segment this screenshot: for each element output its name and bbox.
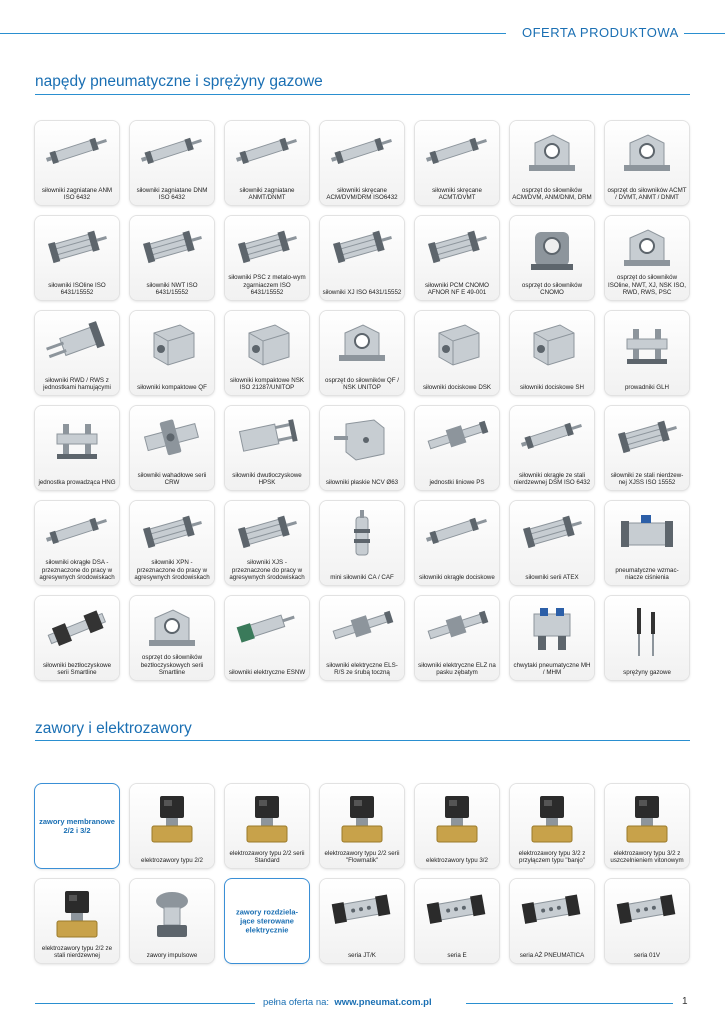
- gripper-icon: [524, 604, 580, 661]
- actuator-product-tile[interactable]: [510, 121, 594, 205]
- valve-product-tile[interactable]: [415, 879, 499, 963]
- directional-valve-icon: [614, 887, 680, 936]
- actuator-product-caption: siłowniki okrągłe dociskowe: [419, 573, 495, 581]
- valve-product-tile[interactable]: [130, 784, 214, 868]
- actuator-product-tile[interactable]: [605, 406, 689, 490]
- actuator-product-tile[interactable]: [130, 596, 214, 680]
- mount-bracket-icon: [620, 129, 674, 180]
- actuator-product-tile[interactable]: [605, 501, 689, 585]
- small-cylinder-icon: [139, 129, 205, 176]
- valve-product-tile[interactable]: [130, 879, 214, 963]
- profile-cylinder-icon: [139, 509, 205, 560]
- small-cylinder-icon: [44, 129, 110, 176]
- actuator-product-tile[interactable]: [320, 311, 404, 395]
- profile-cylinder-icon: [614, 414, 680, 465]
- small-cylinder-icon: [234, 129, 300, 176]
- mount-bracket-icon: [620, 224, 674, 275]
- profile-cylinder-icon: [44, 224, 110, 275]
- actuator-product-tile[interactable]: [225, 121, 309, 205]
- actuator-product-caption: siłowniki PSC z metalo-wym zgarniaczem ISO 6431/15552: [228, 274, 306, 296]
- actuator-product-tile[interactable]: [225, 216, 309, 300]
- valve-product-tile[interactable]: [320, 879, 404, 963]
- actuator-product-tile[interactable]: [415, 311, 499, 395]
- actuator-product-caption: siłowniki dwutłoczyskowe HPSK: [232, 471, 302, 486]
- actuator-product-caption: osprzęt do siłowników beztłoczyskowych serii Smartline: [140, 654, 204, 676]
- mount-bracket-icon: [145, 604, 199, 655]
- actuator-product-tile[interactable]: [605, 216, 689, 300]
- valve-product-tile[interactable]: [605, 784, 689, 868]
- actuator-product-caption: jednostka prowadząca HNG: [38, 478, 116, 486]
- actuator-product-caption: siłowniki dociskowe SH: [520, 383, 584, 391]
- actuator-product-caption: siłowniki beztłoczyskowe serii Smartline: [42, 661, 112, 676]
- actuator-product-tile[interactable]: [320, 406, 404, 490]
- directional-valve-icon: [519, 887, 585, 936]
- actuator-product-caption: siłowniki NWT ISO 6431/15552: [146, 281, 198, 296]
- valve-product-tile[interactable]: [510, 879, 594, 963]
- actuator-product-caption: siłowniki dociskowe DSK: [422, 383, 492, 391]
- actuator-product-caption: chwytaki pneumatyczne MH / MHM: [513, 661, 591, 676]
- actuator-product-caption: siłowniki zagniatane ANM ISO 6432: [41, 186, 113, 201]
- actuator-product-caption: osprzęt do siłowników CNOMO: [521, 281, 583, 296]
- valve-product-caption: seria 01V: [633, 951, 661, 959]
- directional-valve-icon: [329, 887, 395, 936]
- header-rule-left: [0, 33, 506, 34]
- actuator-product-tile[interactable]: [415, 501, 499, 585]
- linear-unit-icon: [424, 414, 490, 463]
- actuator-product-tile[interactable]: [225, 406, 309, 490]
- actuator-product-caption: osprzęt do siłowników ACM/DVM, ANM/DNM, DRM: [512, 186, 592, 201]
- gas-spring-icon: [627, 604, 667, 665]
- actuator-product-caption: siłowniki elektryczne ESNW: [228, 668, 306, 676]
- actuator-product-tile[interactable]: [510, 596, 594, 680]
- solenoid-valve-icon: [239, 792, 295, 853]
- actuator-product-tile[interactable]: [510, 406, 594, 490]
- actuator-product-tile[interactable]: [605, 596, 689, 680]
- header-title: OFERTA PRODUKTOWA: [522, 25, 679, 40]
- actuator-product-caption: siłowniki ISOline ISO 6431/15552: [48, 281, 106, 296]
- actuator-product-tile[interactable]: [130, 121, 214, 205]
- section-rule-valves: [35, 740, 690, 741]
- actuator-product-tile[interactable]: [510, 216, 594, 300]
- mount-bracket-icon: [525, 129, 579, 180]
- section-title-actuators: napędy pneumatyczne i sprężyny gazowe: [35, 73, 323, 90]
- profile-cylinder-icon: [139, 224, 205, 275]
- valve-product-caption: seria AŻ PNEUMATICA: [519, 951, 585, 959]
- section-rule-actuators: [35, 94, 690, 95]
- solenoid-valve-icon: [429, 792, 485, 853]
- footer-text: pełna oferta na:: [263, 997, 330, 1008]
- rotary-actuator-icon: [140, 414, 204, 469]
- actuator-product-caption: siłowniki elektryczne ELS-R/S ze śrubą toczną: [326, 661, 398, 676]
- actuator-product-tile[interactable]: [130, 216, 214, 300]
- valve-product-tile[interactable]: [320, 784, 404, 868]
- footer-url[interactable]: www.pneumat.com.pl: [334, 997, 432, 1008]
- linear-unit-icon: [329, 604, 395, 653]
- valve-product-tile[interactable]: [225, 784, 309, 868]
- actuator-product-tile[interactable]: [130, 501, 214, 585]
- actuator-product-tile[interactable]: [225, 596, 309, 680]
- actuator-product-caption: prowadniki GLH: [624, 383, 670, 391]
- directional-valve-icon: [424, 887, 490, 936]
- actuator-product-caption: mini siłowniki CA / CAF: [330, 573, 394, 581]
- actuator-product-caption: siłowniki zagniatane DNM ISO 6432: [136, 186, 208, 201]
- guide-unit-icon: [49, 414, 105, 471]
- actuator-product-caption: siłowniki XJ ISO 6431/15552: [322, 288, 402, 296]
- clevis-bracket-icon: [525, 224, 579, 279]
- footer-link[interactable]: [263, 997, 432, 1008]
- pulse-valve-icon: [147, 887, 197, 948]
- small-cylinder-icon: [424, 129, 490, 176]
- small-cylinder-icon: [329, 129, 395, 176]
- valve-product-caption: zawory impulsowe: [146, 951, 198, 959]
- actuator-product-caption: siłowniki PCM CNOMO AFNOR NF E 49-001: [425, 281, 489, 296]
- twin-rod-cylinder-icon: [235, 414, 299, 463]
- section-title-valves: zawory i elektrozawory: [35, 720, 192, 737]
- actuator-product-caption: siłowniki elektryczne ELZ na pasku zębatym: [418, 661, 496, 676]
- actuator-product-tile[interactable]: [35, 501, 119, 585]
- actuator-product-tile[interactable]: [35, 406, 119, 490]
- actuator-product-tile[interactable]: [320, 216, 404, 300]
- actuator-product-caption: siłowniki skręcane ACM/DVM/DRM ISO6432: [326, 186, 398, 201]
- valve-product-caption: elektrozawory typu 2/2: [141, 856, 203, 864]
- actuator-product-caption: siłowniki serii ATEX: [525, 573, 579, 581]
- small-cylinder-icon: [519, 414, 585, 461]
- actuator-product-tile[interactable]: [320, 501, 404, 585]
- valve-product-caption: seria JT/K: [348, 951, 376, 959]
- header-rule-right: [684, 33, 725, 34]
- actuator-product-caption: sprężyny gazowe: [623, 668, 671, 676]
- mount-bracket-icon: [335, 319, 389, 370]
- actuator-product-caption: siłowniki okrągłe DSA - przeznaczone do pracy w agresywnych środowiskach: [39, 559, 115, 581]
- valve-product-tile[interactable]: [415, 784, 499, 868]
- actuator-product-caption: jednostki liniowe PS: [429, 478, 485, 486]
- actuator-product-caption: siłowniki XJS - przeznaczone do pracy w agresywnych środowiskach: [229, 559, 305, 581]
- actuator-product-tile[interactable]: [415, 121, 499, 205]
- small-cylinder-icon: [44, 509, 110, 556]
- actuator-product-caption: siłowniki okrągłe ze stali nierdzewnej DSM ISO 6432: [513, 471, 591, 486]
- actuator-product-tile[interactable]: [605, 121, 689, 205]
- actuator-product-tile[interactable]: [415, 406, 499, 490]
- actuator-product-caption: siłowniki RWD / RWS z jednostkami hamującymi: [43, 376, 111, 391]
- actuator-product-tile[interactable]: [130, 406, 214, 490]
- solenoid-valve-icon: [49, 887, 105, 948]
- valve-product-tile[interactable]: [35, 879, 119, 963]
- compact-cylinder-icon: [524, 319, 580, 374]
- actuator-product-tile[interactable]: [415, 596, 499, 680]
- actuator-product-caption: siłowniki XPN - przeznaczone do pracy w agresywnych środowiskach: [134, 559, 210, 581]
- valve-product-category-label: zawory rozdziela-jące sterowane elektrycznie: [235, 907, 299, 935]
- mini-cylinder-icon: [342, 509, 382, 570]
- compact-cylinder-icon: [429, 319, 485, 374]
- small-cylinder-icon: [424, 509, 490, 556]
- footer-rule-right: [466, 1003, 673, 1004]
- solenoid-valve-icon: [144, 792, 200, 853]
- actuator-product-caption: osprzęt do siłowników QF / NSK UNITOP: [325, 376, 399, 391]
- actuator-product-caption: pneumatyczne wzmac-niacze ciśnienia: [615, 566, 679, 581]
- valve-product-tile[interactable]: [510, 784, 594, 868]
- profile-cylinder-icon: [424, 224, 490, 275]
- electric-cylinder-icon: [234, 604, 300, 655]
- actuator-product-tile[interactable]: [510, 501, 594, 585]
- actuator-product-tile[interactable]: [225, 501, 309, 585]
- guided-cylinder-icon: [45, 319, 109, 376]
- valve-product-category-label: zawory membranowe 2/2 i 3/2: [39, 817, 115, 835]
- valve-product-caption: elektrozawory typu 3/2 z przyłączem typu "banjo": [518, 849, 586, 864]
- actuator-product-tile[interactable]: [35, 596, 119, 680]
- flat-cylinder-icon: [332, 414, 392, 471]
- actuator-product-caption: siłowniki kompaktowe NSK ISO 21287/UNITOP: [230, 376, 304, 391]
- valve-product-caption: seria E: [447, 951, 467, 959]
- product-grid-actuators: [35, 121, 689, 680]
- valve-product-caption: elektrozawory typu 2/2 serii Standard: [229, 849, 305, 864]
- valve-product-tile[interactable]: [605, 879, 689, 963]
- page-number: 1: [682, 996, 688, 1007]
- valve-product-caption: elektrozawory typu 2/2 ze stali nierdzewnej: [41, 944, 113, 959]
- valve-product-caption: elektrozawory typu 3/2: [426, 856, 488, 864]
- actuator-product-caption: siłowniki ze stali nierdzew-nej XJSS ISO 15552: [610, 471, 684, 486]
- profile-cylinder-icon: [234, 224, 300, 275]
- actuator-product-caption: osprzęt do siłowników ACMT / DVMT, ANMT / DNMT: [607, 186, 687, 201]
- actuator-product-caption: siłowniki wahadłowe serii CRW: [137, 471, 207, 486]
- actuator-product-caption: siłowniki zagniatane ANMT/DNMT: [239, 186, 295, 201]
- actuator-product-tile[interactable]: [35, 216, 119, 300]
- product-grid-valves: [35, 784, 689, 963]
- linear-unit-icon: [424, 604, 490, 653]
- compact-cylinder-icon: [239, 319, 295, 374]
- footer-rule-left: [35, 1003, 255, 1004]
- actuator-product-tile[interactable]: [35, 311, 119, 395]
- actuator-product-tile[interactable]: [320, 596, 404, 680]
- valve-product-caption: elektrozawory typu 2/2 serii "Flowmatik": [324, 849, 400, 864]
- valve-product-tile[interactable]: [225, 879, 309, 963]
- actuator-product-caption: osprzęt do siłowników ISOline, NWT, XJ, NSK ISO, RWD, RWS, PSC: [607, 274, 687, 296]
- valve-product-tile[interactable]: [35, 784, 119, 868]
- solenoid-valve-icon: [619, 792, 675, 853]
- actuator-product-tile[interactable]: [510, 311, 594, 395]
- rodless-cylinder-icon: [44, 604, 110, 659]
- actuator-product-tile[interactable]: [35, 121, 119, 205]
- actuator-product-tile[interactable]: [320, 121, 404, 205]
- actuator-product-tile[interactable]: [130, 311, 214, 395]
- actuator-product-caption: siłowniki płaskie NCV Ø63: [325, 478, 399, 486]
- actuator-product-tile[interactable]: [415, 216, 499, 300]
- pressure-booster-icon: [617, 509, 677, 564]
- actuator-product-tile[interactable]: [605, 311, 689, 395]
- profile-cylinder-icon: [329, 224, 395, 275]
- actuator-product-caption: siłowniki skręcane ACMT/DVMT: [432, 186, 482, 201]
- compact-cylinder-icon: [144, 319, 200, 374]
- actuator-product-caption: siłowniki kompaktowe QF: [137, 383, 207, 391]
- solenoid-valve-icon: [334, 792, 390, 853]
- valve-product-caption: elektrozawory typu 3/2 z uszczelnieniem vitonowym: [610, 849, 684, 864]
- solenoid-valve-icon: [524, 792, 580, 853]
- actuator-product-tile[interactable]: [225, 311, 309, 395]
- guide-unit-icon: [619, 319, 675, 376]
- profile-cylinder-icon: [234, 509, 300, 560]
- profile-cylinder-icon: [519, 509, 585, 560]
